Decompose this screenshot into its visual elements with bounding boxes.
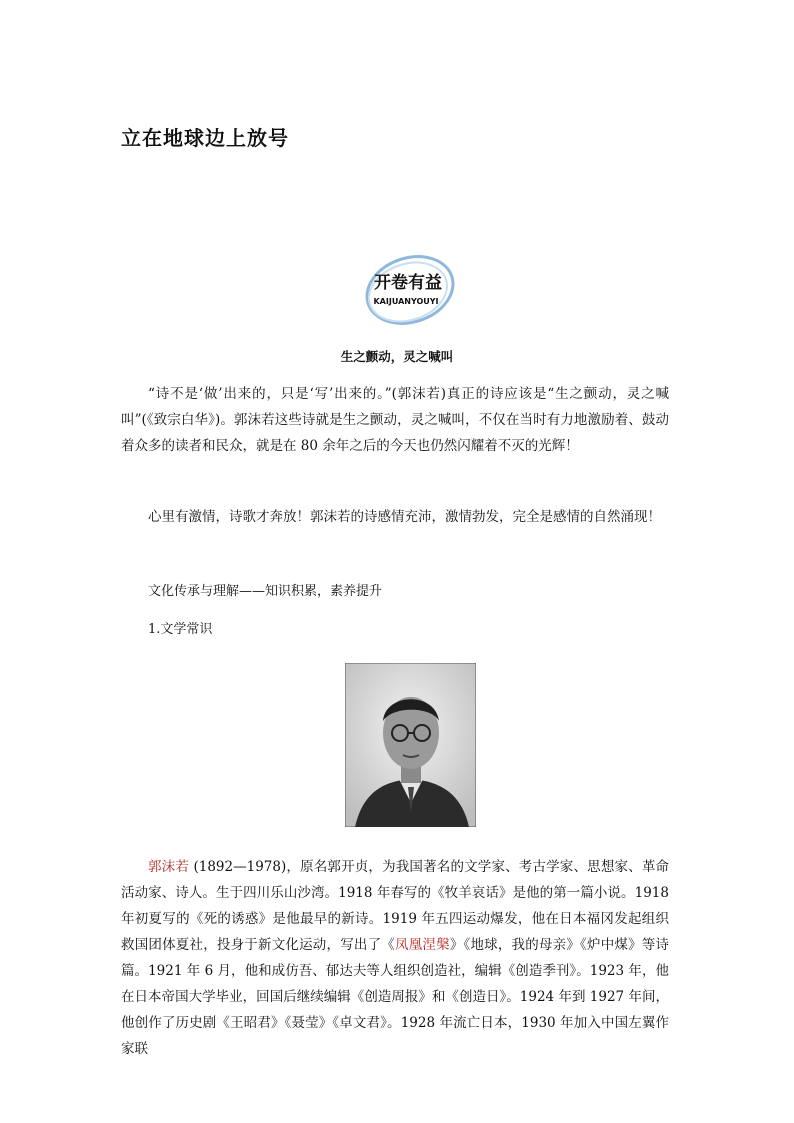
bio-text-b: 》《地球，我的母亲》《炉中煤》等诗篇。1921 年 6 月，他和成仿吾、郁达夫等人组织创造社，编辑《创造季刊》。1923 年，他在日本帝国大学毕业，回国后继续编辑《创造周报》和《创造日》。1924 年到 1927 年间，他创作了历史剧《王昭君》《聂莹》《卓文君》。1928 年流亡日本，1930 年加入中国左翼作家联 <box>121 937 670 1057</box>
paragraph-emotion: 心里有激情，诗歌才奔放！郭沫若的诗感情充沛，激情勃发，完全是感情的自然涌现！ <box>148 509 661 525</box>
logo-subtitle: KAIJUANYOUYI <box>373 297 439 306</box>
bio-text-a: (1892—1978)，原名郭开贞，为我国著名的文学家、考古学家、思想家、革命活动家、诗人。生于四川乐山沙湾。1918 年春写的《牧羊哀话》是他的第一篇小说。1918 年初夏写的《死的诱惑》是他最早的新诗。1919 年五四运动爆发，他在日本福冈发起组织救国团体夏社，投身于新文化运动，写出了《 <box>121 859 669 953</box>
paragraph-biography <box>121 854 669 1062</box>
portrait-photo <box>345 663 476 827</box>
page-title: 立在地球边上放号 <box>121 126 289 150</box>
section-subtitle: 生之颤动，灵之喊叫 <box>340 349 454 364</box>
section-heading: 文化传承与理解——知识积累，素养提升 <box>148 584 383 599</box>
kaijuanyouyi-logo <box>358 250 458 328</box>
work-title-link: 凤凰涅槃 <box>395 937 450 953</box>
subsection-heading: 1.文学常识 <box>148 622 213 637</box>
author-name: 郭沫若 <box>148 859 190 875</box>
paragraph-intro: “诗不是‘做’出来的，只是‘写’出来的。”(郭沫若)真正的诗应该是“生之颤动，灵之喊叫”(《致宗白华》)。郭沫若这些诗就是生之颤动，灵之喊叫，不仅在当时有力地激励着、鼓动着众多的读者和民众，就是在 80 余年之后的今天也仍然闪耀着不灭的光辉！ <box>121 386 669 454</box>
logo-title: 开卷有益 <box>374 273 442 293</box>
